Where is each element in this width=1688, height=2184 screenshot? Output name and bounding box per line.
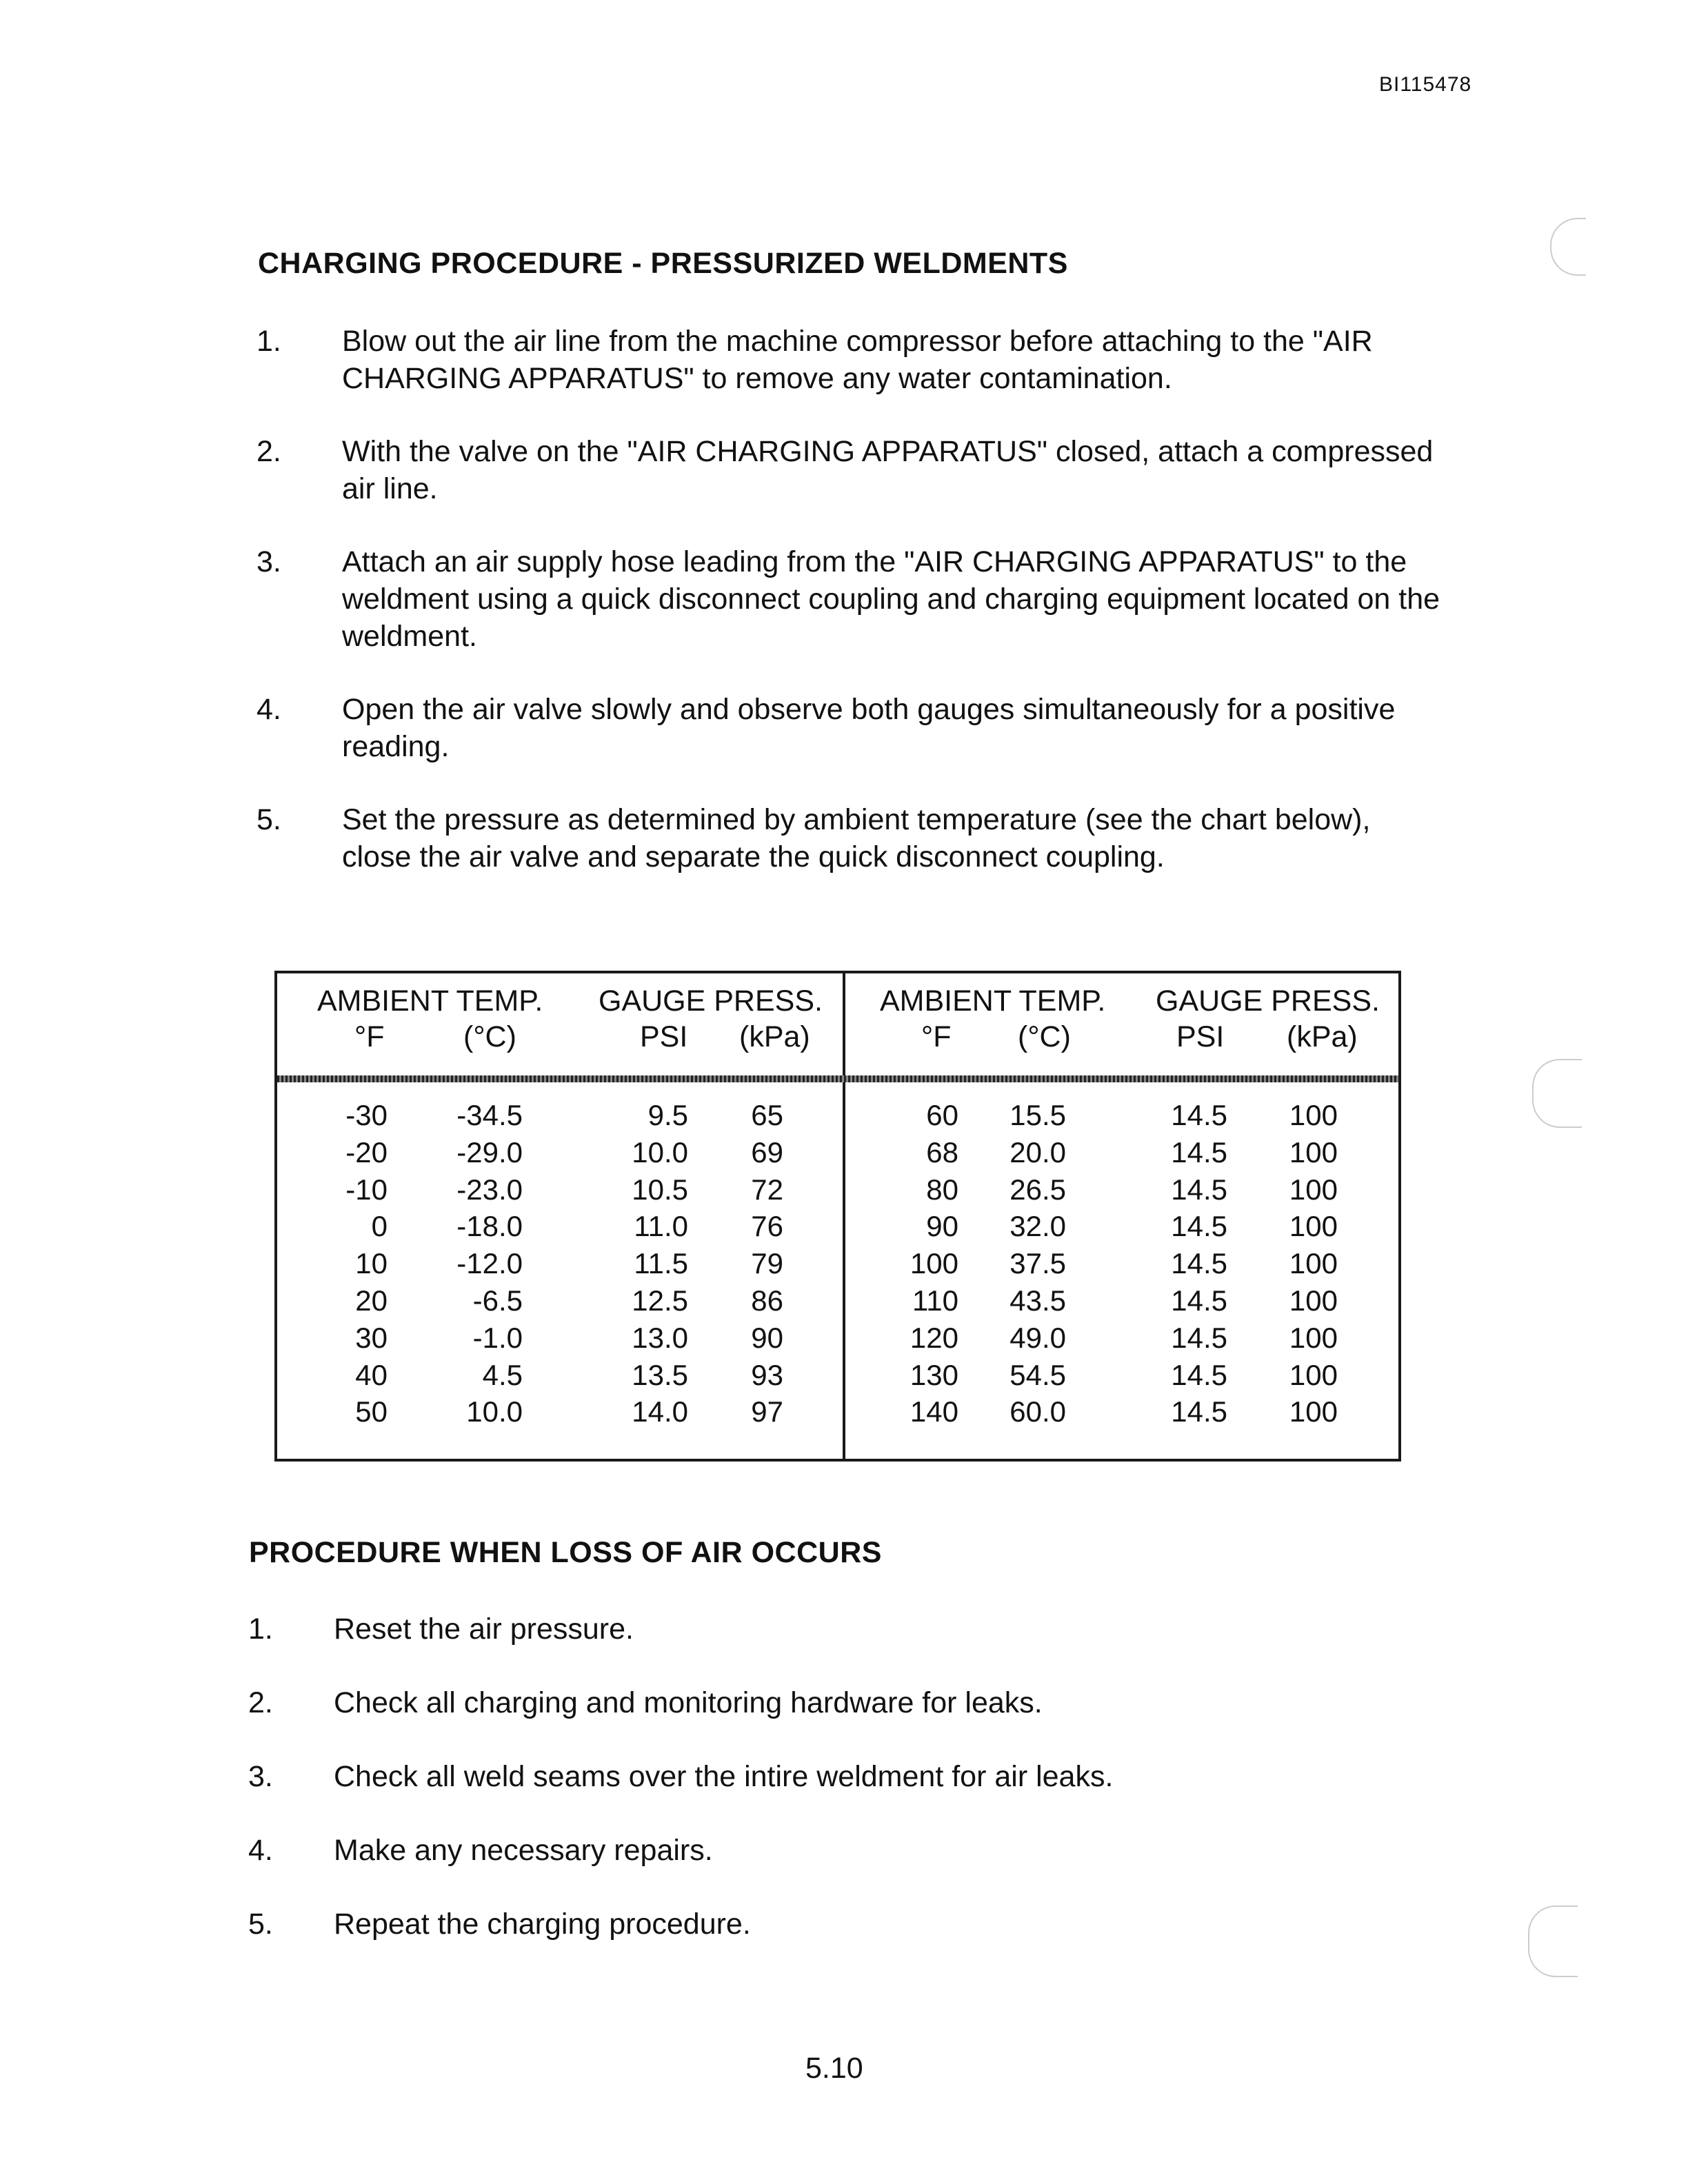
table-cell-right-temp-f: 130 <box>910 1358 958 1391</box>
table-cell-left-temp-c: -34.5 <box>456 1099 523 1131</box>
header-unit-c-right: (°C) <box>1018 1020 1071 1053</box>
step-number: 3. <box>248 1760 273 1793</box>
header-unit-kpa-left: (kPa) <box>739 1020 810 1053</box>
table-cell-right-press-psi: 14.5 <box>1171 1210 1227 1243</box>
step-number: 4. <box>257 693 281 726</box>
table-cell-left-temp-f: 50 <box>355 1395 388 1428</box>
table-cell-left-press-psi: 11.5 <box>634 1247 688 1280</box>
step-number: 1. <box>257 325 281 358</box>
step-text: Blow out the air line from the machine compressor before attaching to the "AIR CHARGING APPARATUS" to remove any water contamination. <box>342 325 1373 395</box>
table-cell-left-temp-f: 10 <box>355 1247 388 1280</box>
table-cell-right-press-psi: 14.5 <box>1171 1135 1227 1169</box>
table-cell-right-temp-c: 37.5 <box>1009 1247 1066 1280</box>
table-cell-left-temp-f: -10 <box>345 1173 388 1206</box>
table-cell-right-press-kpa: 100 <box>1289 1210 1338 1243</box>
table-cell-left-press-psi: 10.5 <box>632 1173 688 1206</box>
table-cell-left-press-psi: 11.0 <box>634 1210 688 1243</box>
step-text: Check all charging and monitoring hardware for leaks. <box>334 1686 1043 1719</box>
header-unit-c-left: (°C) <box>463 1020 516 1053</box>
table-cell-left-press-kpa: 86 <box>751 1284 783 1317</box>
table-cell-left-temp-c: -12.0 <box>456 1247 523 1280</box>
step-number: 1. <box>248 1612 273 1646</box>
table-cell-left-press-kpa: 72 <box>751 1173 783 1206</box>
header-ambient-temp-left: AMBIENT TEMP. <box>317 984 543 1018</box>
table-cell-left-temp-f: 40 <box>355 1358 388 1391</box>
header-unit-kpa-right: (kPa) <box>1287 1020 1358 1053</box>
table-cell-right-press-psi: 14.5 <box>1171 1173 1227 1206</box>
pressure-table <box>274 971 1401 1462</box>
page-number: 5.10 <box>805 2052 863 2085</box>
table-column-divider <box>843 971 845 1462</box>
section-title-loss-of-air: PROCEDURE WHEN LOSS OF AIR OCCURS <box>249 1536 882 1569</box>
table-cell-left-press-kpa: 90 <box>751 1321 783 1354</box>
table-cell-right-temp-f: 60 <box>926 1099 958 1131</box>
table-cell-left-press-kpa: 93 <box>751 1358 783 1391</box>
table-cell-left-temp-f: 0 <box>371 1210 388 1243</box>
table-cell-right-press-psi: 14.5 <box>1171 1395 1227 1428</box>
header-ambient-temp-right: AMBIENT TEMP. <box>880 984 1106 1018</box>
punch-hole-mark <box>1532 1059 1582 1128</box>
step-text: With the valve on the "AIR CHARGING APPARATUS" closed, attach a compressed air line. <box>342 435 1434 505</box>
table-cell-right-temp-c: 15.5 <box>1009 1099 1066 1131</box>
table-cell-right-press-psi: 14.5 <box>1171 1358 1227 1391</box>
table-cell-right-press-kpa: 100 <box>1289 1173 1338 1206</box>
step-number: 4. <box>248 1834 273 1867</box>
header-unit-f-right: °F <box>921 1020 952 1053</box>
table-cell-right-temp-f: 90 <box>926 1210 958 1243</box>
table-cell-left-temp-f: 20 <box>355 1284 388 1317</box>
table-cell-right-temp-f: 110 <box>912 1284 958 1317</box>
header-unit-f-left: °F <box>354 1020 385 1053</box>
table-cell-left-temp-f: -20 <box>345 1135 388 1169</box>
table-cell-left-press-kpa: 65 <box>751 1099 783 1131</box>
table-cell-right-temp-c: 60.0 <box>1009 1395 1066 1428</box>
header-unit-psi-right: PSI <box>1176 1020 1225 1053</box>
table-cell-right-temp-c: 26.5 <box>1009 1173 1066 1206</box>
header-gauge-press-left: GAUGE PRESS. <box>599 984 823 1018</box>
table-cell-right-press-psi: 14.5 <box>1171 1284 1227 1317</box>
table-cell-right-press-psi: 14.5 <box>1171 1247 1227 1280</box>
table-cell-left-press-kpa: 79 <box>751 1247 783 1280</box>
table-cell-left-temp-c: -29.0 <box>456 1135 523 1169</box>
table-cell-left-temp-c: -1.0 <box>472 1321 523 1354</box>
table-cell-right-temp-f: 120 <box>910 1321 958 1354</box>
table-cell-right-press-psi: 14.5 <box>1171 1321 1227 1354</box>
step-text: Make any necessary repairs. <box>334 1834 713 1867</box>
table-cell-right-temp-f: 100 <box>910 1247 958 1280</box>
table-cell-right-press-kpa: 100 <box>1289 1247 1338 1280</box>
table-header-rule <box>277 1075 1398 1082</box>
step-number: 3. <box>257 545 281 578</box>
table-cell-right-temp-f: 140 <box>910 1395 958 1428</box>
table-cell-right-temp-f: 68 <box>926 1135 958 1169</box>
header-gauge-press-right: GAUGE PRESS. <box>1156 984 1380 1018</box>
section-title-charging: CHARGING PROCEDURE - PRESSURIZED WELDMENTS <box>258 247 1068 280</box>
step-text: Repeat the charging procedure. <box>334 1908 751 1941</box>
table-cell-right-press-kpa: 100 <box>1289 1358 1338 1391</box>
table-cell-right-press-kpa: 100 <box>1289 1135 1338 1169</box>
table-cell-left-temp-c: -18.0 <box>456 1210 523 1243</box>
table-cell-right-temp-c: 20.0 <box>1009 1135 1066 1169</box>
table-cell-right-temp-f: 80 <box>926 1173 958 1206</box>
step-text: Reset the air pressure. <box>334 1612 634 1646</box>
table-cell-left-temp-c: 10.0 <box>466 1395 523 1428</box>
table-cell-left-press-psi: 10.0 <box>632 1135 688 1169</box>
table-cell-left-temp-c: 4.5 <box>482 1358 523 1391</box>
table-cell-right-press-psi: 14.5 <box>1171 1099 1227 1131</box>
header-unit-psi-left: PSI <box>640 1020 688 1053</box>
table-cell-left-press-psi: 13.5 <box>632 1358 688 1391</box>
punch-hole-mark <box>1550 218 1586 276</box>
step-number: 2. <box>257 435 281 468</box>
table-cell-left-temp-f: 30 <box>355 1321 388 1354</box>
table-cell-left-press-psi: 9.5 <box>647 1099 688 1131</box>
punch-hole-mark <box>1528 1905 1578 1977</box>
table-cell-left-press-kpa: 76 <box>751 1210 783 1243</box>
table-cell-right-temp-c: 54.5 <box>1009 1358 1066 1391</box>
step-text: Set the pressure as determined by ambient temperature (see the chart below), close the air valve and separate the quick disconnect coupling. <box>342 803 1371 873</box>
table-cell-right-temp-c: 43.5 <box>1009 1284 1066 1317</box>
table-cell-left-press-kpa: 69 <box>751 1135 783 1169</box>
step-number: 5. <box>248 1908 273 1941</box>
table-cell-right-press-kpa: 100 <box>1289 1321 1338 1354</box>
table-cell-left-press-kpa: 97 <box>751 1395 783 1428</box>
step-text: Check all weld seams over the intire weldment for air leaks. <box>334 1760 1114 1793</box>
step-number: 5. <box>257 803 281 836</box>
table-cell-right-temp-c: 49.0 <box>1009 1321 1066 1354</box>
table-cell-right-press-kpa: 100 <box>1289 1395 1338 1428</box>
table-cell-right-press-kpa: 100 <box>1289 1099 1338 1131</box>
step-number: 2. <box>248 1686 273 1719</box>
table-cell-left-press-psi: 13.0 <box>632 1321 688 1354</box>
table-cell-right-press-kpa: 100 <box>1289 1284 1338 1317</box>
table-cell-left-temp-c: -23.0 <box>456 1173 523 1206</box>
table-cell-left-temp-f: -30 <box>345 1099 388 1131</box>
table-cell-left-temp-c: -6.5 <box>472 1284 523 1317</box>
step-text: Attach an air supply hose leading from the "AIR CHARGING APPARATUS" to the weldment using a quick disconnect coupling and charging equipment located on the weldment. <box>342 545 1440 653</box>
table-cell-left-press-psi: 12.5 <box>632 1284 688 1317</box>
step-text: Open the air valve slowly and observe both gauges simultaneously for a positive reading. <box>342 693 1396 763</box>
table-cell-left-press-psi: 14.0 <box>632 1395 688 1428</box>
document-id: BI115478 <box>1379 73 1472 96</box>
table-cell-right-temp-c: 32.0 <box>1009 1210 1066 1243</box>
